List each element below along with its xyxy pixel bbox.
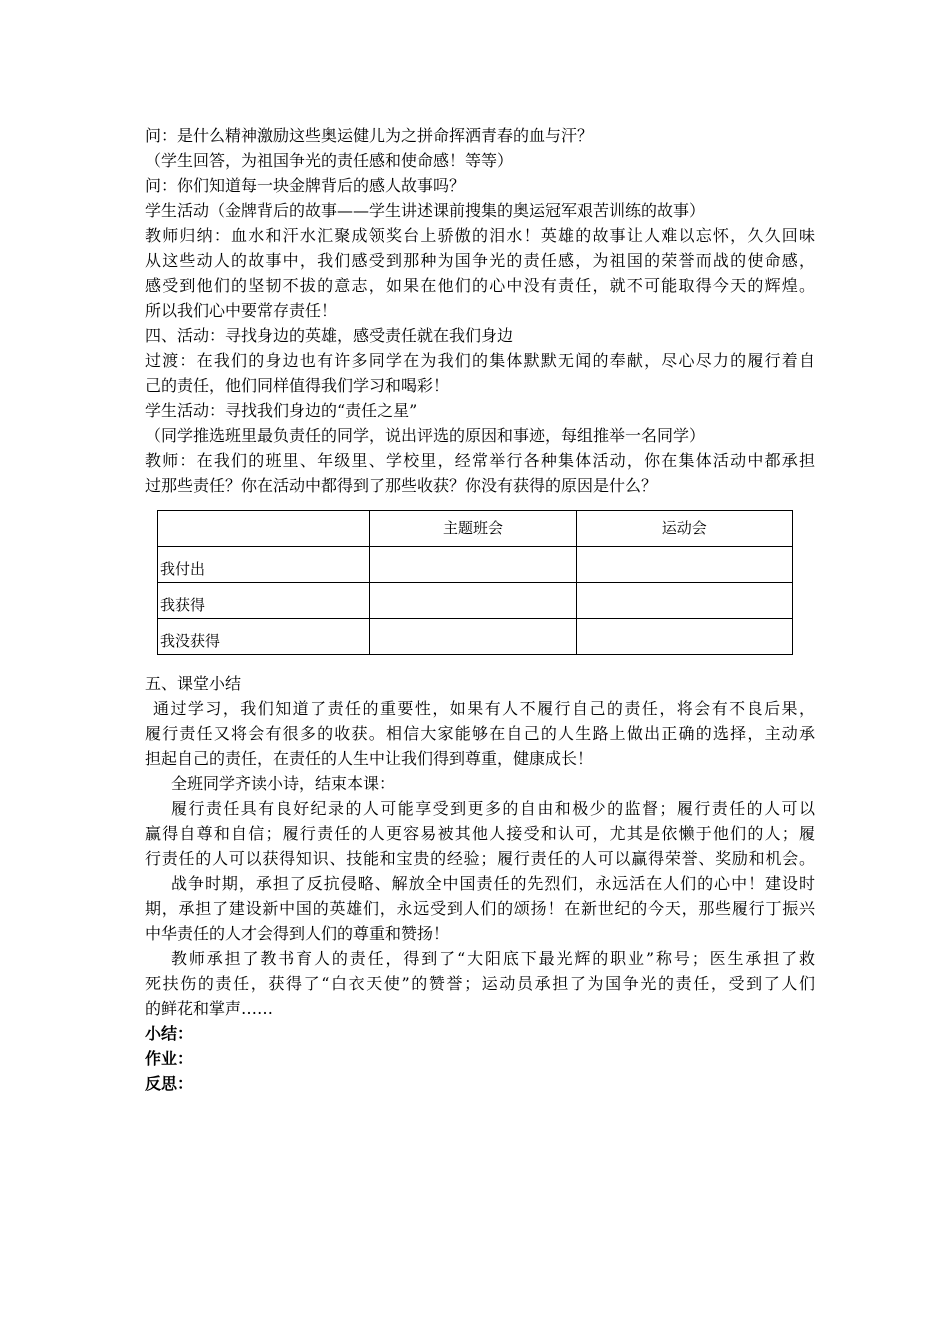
table-row-label: 我付出: [158, 547, 370, 583]
transition-line-1: 过渡：在我们的身边也有许多同学在为我们的集体默默无闻的奉献，尽心尽力的履行着自: [145, 351, 815, 370]
student-activity-line: 学生活动（金牌背后的故事——学生讲述课前搜集的奥运冠军艰苦训练的故事）: [145, 201, 706, 220]
teacher-question-line-1: 教师：在我们的班里、年级里、学校里，经常举行各种集体活动，你在集体活动中都承担: [145, 451, 815, 470]
section-4-heading: 四、活动：寻找身边的英雄，感受责任就在我们身边: [145, 326, 514, 345]
question-line-1: 问：是什么精神激励这些奥运健儿为之拼命挥洒青春的血与汗？: [145, 126, 594, 145]
teacher-summary-line-3: 感受到他们的坚韧不拔的意志，如果在他们的心中没有责任，就不可能取得今天的辉煌。: [145, 276, 815, 295]
spacer: [145, 655, 815, 671]
summary-line-1: 通过学习，我们知道了责任的重要性，如果有人不履行自己的责任，将会有不良后果，: [153, 699, 815, 718]
table-cell: [370, 583, 576, 619]
table-cell: [370, 619, 576, 655]
table-row: [158, 583, 793, 619]
poem-para-2-line-3: 中华责任的人才会得到人们的尊重和赞扬！: [145, 924, 450, 943]
poem-para-2-line-1: 战争时期，承担了反抗侵略、解放全中国责任的先烈们，永远活在人们的心中！建设时: [171, 874, 815, 893]
transition-line-2: 己的责任，他们同样值得我们学习和喝彩！: [145, 376, 450, 395]
section-5-heading: 五、课堂小结: [145, 674, 242, 693]
table-row-label: 我没获得: [158, 619, 370, 655]
poem-para-3-line-3: 的鲜花和掌声……: [145, 999, 274, 1018]
summary-line-2: 履行责任又将会有很多的收获。相信大家能够在自己的人生路上做出正确的选择，主动承: [145, 724, 815, 743]
reflection-label: 反思：: [145, 1074, 194, 1093]
table-row-label: 我获得: [158, 583, 370, 619]
table-header-cell: [158, 511, 370, 547]
student-answer-line: （学生回答，为祖国争光的责任感和使命感！等等）: [145, 151, 514, 170]
teacher-summary-line-2: 从这些动人的故事中，我们感受到那种为国争光的责任感，为祖国的荣誉而战的使命感，: [145, 251, 815, 270]
poem-para-3-line-2: 死扶伤的责任，获得了“白衣天使”的赞誉；运动员承担了为国争光的责任，受到了人们: [145, 974, 815, 993]
table-row: [158, 547, 793, 583]
table-cell: [576, 547, 792, 583]
poem-para-3-line-1: 教师承担了教书育人的责任，得到了“大阳底下最光辉的职业”称号；医生承担了救: [171, 949, 815, 968]
summary-label: 小结：: [145, 1024, 194, 1043]
student-activity-star-line: 学生活动：寻找我们身边的“责任之星”: [145, 401, 418, 420]
poem-para-1-line-2: 赢得自尊和自信；履行责任的人更容易被其他人接受和认可，尤其是依懒于他们的人；履: [145, 824, 815, 843]
table-cell: [370, 547, 576, 583]
table-header-cell: 主题班会: [370, 511, 576, 547]
table-header-row: [158, 511, 793, 547]
poem-para-2-line-2: 期，承担了建设新中国的英雄们，永远受到人们的颂扬！在新世纪的今天，那些履行丁振兴: [145, 899, 815, 918]
document-body: [145, 123, 815, 1096]
homework-label: 作业：: [145, 1049, 194, 1068]
read-poem-line: 全班同学齐读小诗，结束本课：: [171, 774, 396, 793]
question-line-2: 问：你们知道每一块金牌背后的感人故事吗？: [145, 176, 466, 195]
teacher-summary-line-4: 所以我们心中要常存责任！: [145, 301, 338, 320]
teacher-summary-line-1: 教师归纳：血水和汗水汇聚成领奖台上骄傲的泪水！英雄的故事让人难以忘怀，久久回味: [145, 226, 815, 245]
table-header-cell: 运动会: [576, 511, 792, 547]
table-row: [158, 619, 793, 655]
table-cell: [576, 619, 792, 655]
teacher-question-line-2: 过那些责任？你在活动中都得到了那些收获？你没有获得的原因是什么？: [145, 476, 658, 495]
poem-para-1-line-3: 行责任的人可以获得知识、技能和宝贵的经验；履行责任的人可以赢得荣誉、奖励和机会。: [145, 849, 815, 868]
poem-para-1-line-1: 履行责任具有良好纪录的人可能享受到更多的自由和极少的监督；履行责任的人可以: [171, 799, 815, 818]
nomination-note-line: （同学推选班里最负责任的同学，说出评选的原因和事迹，每组推举一名同学）: [145, 426, 706, 445]
summary-line-3: 担起自己的责任，在责任的人生中让我们得到尊重，健康成长！: [145, 749, 594, 768]
table-cell: [576, 583, 792, 619]
responsibility-table: [157, 510, 793, 655]
